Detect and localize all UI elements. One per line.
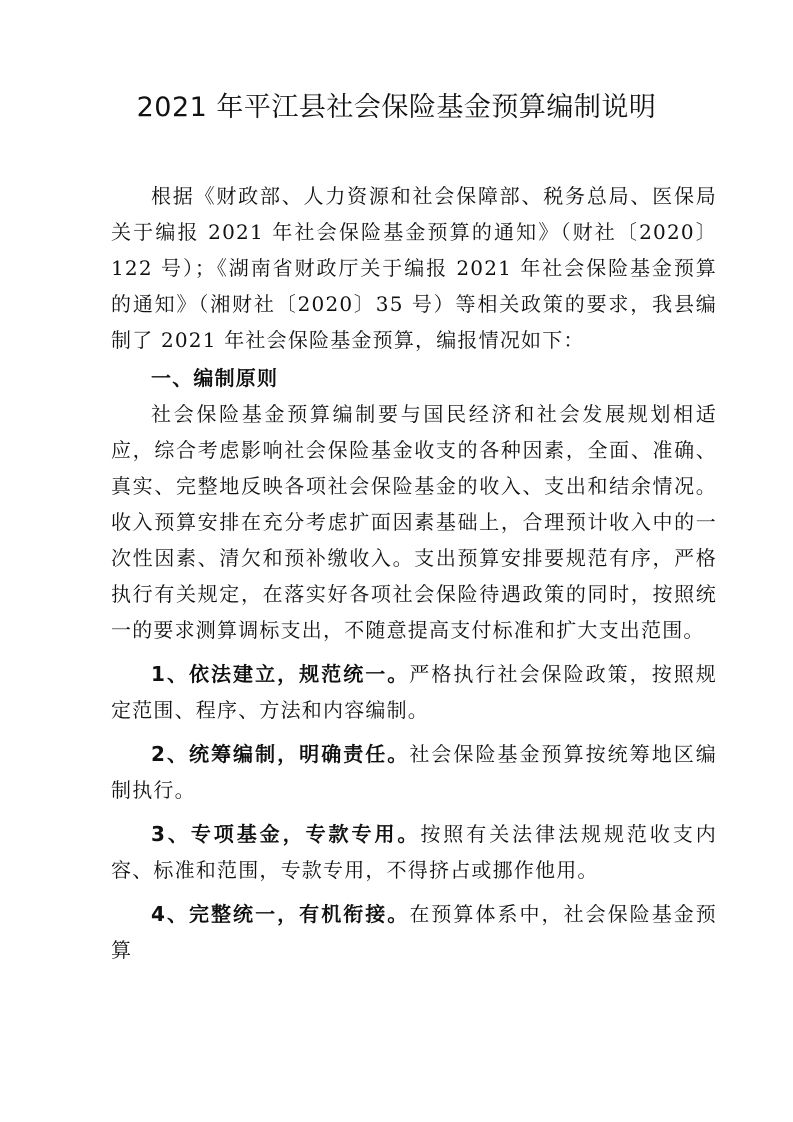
principle-lead: 4、完整统一，有机衔接。	[151, 902, 410, 926]
section-body-paragraph: 社会保险基金预算编制要与国民经济和社会发展规划相适应，综合考虑影响社会保险基金收支的各种因素，全面、准确、真实、完整地反映各项社会保险基金的收入、支出和结余情况。收入预算安排在充分考虑扩面因素基础上，合理预计收入中的一次性因素、清欠和预补缴收入。支出预算安排要规范有序，严格执行有关规定，在落实好各项社会保险待遇政策的同时，按照统一的要求测算调标支出，不随意提高支付标准和扩大支出范围。	[111, 402, 717, 642]
principle-text: 严格执行社会保险政策，按照规定范围、程序、方法和内容编制。	[111, 662, 717, 722]
principle-text: 社会保险基金预算按统筹地区编制执行。	[111, 742, 717, 802]
principle-lead: 1、依法建立，规范统一。	[151, 662, 410, 686]
principle-item-4	[111, 896, 717, 968]
document-body	[111, 178, 717, 968]
principle-item-1	[111, 656, 717, 728]
principle-lead: 2、统筹编制，明确责任。	[151, 742, 410, 766]
principle-item-3	[111, 816, 717, 888]
section-heading: 一、编制原则	[151, 366, 279, 390]
document-title: 2021 年平江县社会保险基金预算编制说明	[136, 92, 657, 123]
intro-paragraph: 根据《财政部、人力资源和社会保障部、税务总局、医保局关于编报 2021 年社会保险基金预算的通知》（财社〔2020〕122 号）；《湖南省财政厅关于编报 2021 年社会保险基金预算的通知》（湘财社〔2020〕35 号）等相关政策的要求，我县编制了 2021 年社会保险基金预算，编报情况如下：	[111, 184, 717, 352]
principle-text: 在预算体系中，社会保险基金预算	[111, 902, 717, 962]
principle-text: 按照有关法律法规规范收支内容、标准和范围，专款专用，不得挤占或挪作他用。	[111, 822, 717, 882]
principle-lead: 3、专项基金，专款专用。	[151, 822, 421, 846]
principle-item-2	[111, 736, 717, 808]
